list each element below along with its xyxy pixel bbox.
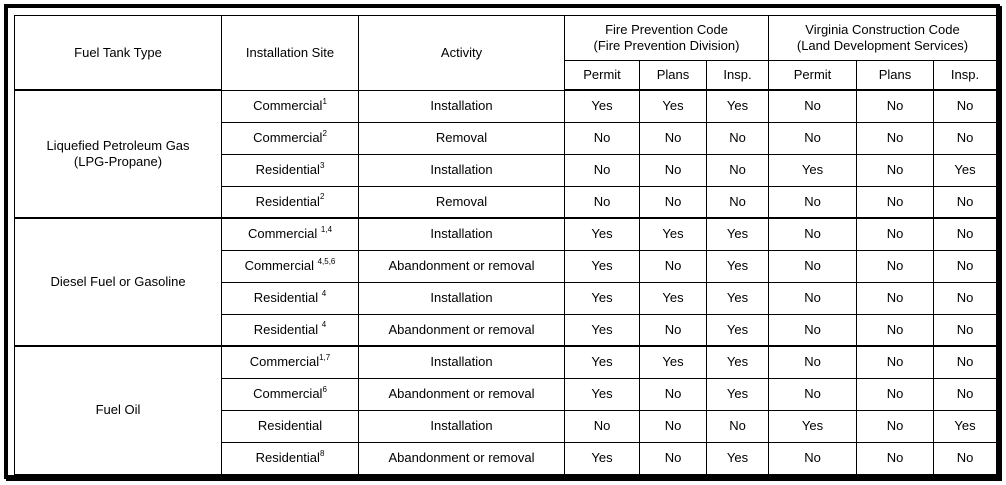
fuel-tank-type-line2: (LPG-Propane) bbox=[73, 154, 163, 169]
header-fire-line1: Fire Prevention Code bbox=[605, 22, 728, 37]
header-fire-prevention-code bbox=[565, 16, 769, 61]
footnote-ref: 3 bbox=[319, 160, 325, 170]
va-insp-cell: No bbox=[934, 442, 997, 474]
footnote-ref: 4,5,6 bbox=[317, 256, 336, 266]
header-va-insp: Insp. bbox=[934, 61, 997, 91]
fire-plans-cell: Yes bbox=[640, 346, 707, 378]
installation-site-text: Commercial bbox=[244, 258, 318, 273]
fire-plans-cell: No bbox=[640, 410, 707, 442]
va-permit-cell: No bbox=[769, 442, 857, 474]
fuel-tank-type-cell bbox=[15, 90, 222, 218]
footnote-ref: 2 bbox=[319, 192, 325, 202]
va-plans-cell: No bbox=[857, 186, 934, 218]
fire-plans-cell: No bbox=[640, 122, 707, 154]
installation-site-cell bbox=[222, 154, 359, 186]
header-va-line1: Virginia Construction Code bbox=[805, 22, 960, 37]
installation-site-cell bbox=[222, 442, 359, 474]
va-permit-cell: No bbox=[769, 314, 857, 346]
va-plans-cell: No bbox=[857, 90, 934, 122]
installation-site-text: Residential bbox=[253, 290, 322, 305]
va-insp-cell: No bbox=[934, 314, 997, 346]
fire-permit-cell: Yes bbox=[565, 378, 640, 410]
installation-site-cell bbox=[222, 186, 359, 218]
installation-site-cell bbox=[222, 90, 359, 122]
va-plans-cell: No bbox=[857, 410, 934, 442]
va-plans-cell: No bbox=[857, 250, 934, 282]
va-insp-cell: No bbox=[934, 122, 997, 154]
va-plans-cell: No bbox=[857, 122, 934, 154]
activity-cell: Removal bbox=[359, 122, 565, 154]
activity-cell: Removal bbox=[359, 186, 565, 218]
header-fuel-tank-type: Fuel Tank Type bbox=[15, 16, 222, 91]
fire-insp-cell: Yes bbox=[707, 346, 769, 378]
fire-permit-cell: Yes bbox=[565, 282, 640, 314]
activity-cell: Installation bbox=[359, 154, 565, 186]
fire-permit-cell: No bbox=[565, 122, 640, 154]
activity-cell: Installation bbox=[359, 282, 565, 314]
installation-site-text: Commercial bbox=[253, 98, 323, 113]
fuel-tank-type-line1: Liquefied Petroleum Gas bbox=[46, 138, 190, 153]
installation-site-cell bbox=[222, 122, 359, 154]
activity-cell: Installation bbox=[359, 346, 565, 378]
fire-insp-cell: Yes bbox=[707, 218, 769, 250]
installation-site-cell bbox=[222, 314, 359, 346]
va-plans-cell: No bbox=[857, 378, 934, 410]
va-insp-cell: Yes bbox=[934, 154, 997, 186]
fire-plans-cell: Yes bbox=[640, 218, 707, 250]
fire-permit-cell: No bbox=[565, 410, 640, 442]
va-plans-cell: No bbox=[857, 346, 934, 378]
va-insp-cell: No bbox=[934, 250, 997, 282]
va-plans-cell: No bbox=[857, 154, 934, 186]
va-permit-cell: No bbox=[769, 282, 857, 314]
fire-plans-cell: No bbox=[640, 378, 707, 410]
activity-cell: Abandonment or removal bbox=[359, 378, 565, 410]
va-plans-cell: No bbox=[857, 218, 934, 250]
fire-permit-cell: Yes bbox=[565, 218, 640, 250]
fire-insp-cell: Yes bbox=[707, 90, 769, 122]
va-permit-cell: No bbox=[769, 250, 857, 282]
va-insp-cell: Yes bbox=[934, 410, 997, 442]
va-plans-cell: No bbox=[857, 442, 934, 474]
fire-plans-cell: No bbox=[640, 250, 707, 282]
installation-site-cell bbox=[222, 346, 359, 378]
activity-cell: Abandonment or removal bbox=[359, 314, 565, 346]
fire-permit-cell: Yes bbox=[565, 314, 640, 346]
installation-site-text: Residential bbox=[255, 162, 320, 177]
footnote-ref: 1 bbox=[322, 96, 327, 106]
footnote-ref: 4 bbox=[321, 288, 327, 298]
header-fire-plans: Plans bbox=[640, 61, 707, 91]
installation-site-text: Commercial bbox=[249, 354, 320, 370]
footnote-ref: 4 bbox=[321, 320, 327, 330]
header-activity: Activity bbox=[359, 16, 565, 91]
fuel-tank-type-line1: Fuel Oil bbox=[95, 402, 141, 418]
header-installation-site: Installation Site bbox=[222, 16, 359, 91]
fuel-tank-permit-table bbox=[14, 15, 997, 475]
installation-site-text: Residential bbox=[253, 321, 322, 337]
fire-plans-cell: No bbox=[640, 186, 707, 218]
installation-site-text: Residential bbox=[255, 450, 320, 465]
header-fire-line2: (Fire Prevention Division) bbox=[593, 38, 740, 53]
va-plans-cell: No bbox=[857, 314, 934, 346]
va-permit-cell: Yes bbox=[769, 410, 857, 442]
activity-cell: Installation bbox=[359, 90, 565, 122]
fire-insp-cell: No bbox=[707, 186, 769, 218]
va-insp-cell: No bbox=[934, 346, 997, 378]
fuel-tank-type-cell bbox=[15, 218, 222, 346]
header-va-plans: Plans bbox=[857, 61, 934, 91]
va-permit-cell: No bbox=[769, 218, 857, 250]
installation-site-text: Residential bbox=[255, 193, 320, 209]
installation-site-cell bbox=[222, 378, 359, 410]
va-insp-cell: No bbox=[934, 282, 997, 314]
va-insp-cell: No bbox=[934, 378, 997, 410]
fire-permit-cell: Yes bbox=[565, 442, 640, 474]
activity-cell: Installation bbox=[359, 218, 565, 250]
fire-plans-cell: Yes bbox=[640, 90, 707, 122]
va-permit-cell: No bbox=[769, 186, 857, 218]
fire-plans-cell: Yes bbox=[640, 282, 707, 314]
va-plans-cell: No bbox=[857, 282, 934, 314]
va-permit-cell: No bbox=[769, 346, 857, 378]
header-va-line2: (Land Development Services) bbox=[796, 38, 969, 53]
fire-insp-cell: Yes bbox=[707, 314, 769, 346]
fire-permit-cell: Yes bbox=[565, 346, 640, 378]
va-permit-cell: Yes bbox=[769, 154, 857, 186]
fire-permit-cell: Yes bbox=[565, 90, 640, 122]
footnote-ref: 1,4 bbox=[320, 224, 333, 234]
installation-site-cell bbox=[222, 410, 359, 442]
fire-plans-cell: No bbox=[640, 314, 707, 346]
fire-insp-cell: No bbox=[707, 410, 769, 442]
activity-cell: Abandonment or removal bbox=[359, 442, 565, 474]
footnote-ref: 8 bbox=[319, 448, 325, 458]
va-permit-cell: No bbox=[769, 122, 857, 154]
installation-site-cell bbox=[222, 282, 359, 314]
installation-site-text: Commercial bbox=[253, 386, 323, 401]
va-insp-cell: No bbox=[934, 186, 997, 218]
header-fire-permit: Permit bbox=[565, 61, 640, 91]
table-frame bbox=[4, 4, 1000, 479]
installation-site-cell bbox=[222, 218, 359, 250]
fire-permit-cell: No bbox=[565, 154, 640, 186]
fuel-tank-type-cell bbox=[15, 346, 222, 474]
fire-permit-cell: No bbox=[565, 186, 640, 218]
footnote-ref: 1,7 bbox=[319, 352, 331, 362]
fire-plans-cell: No bbox=[640, 442, 707, 474]
installation-site-text: Commercial bbox=[253, 130, 323, 145]
table-body bbox=[15, 90, 997, 474]
fire-insp-cell: No bbox=[707, 154, 769, 186]
installation-site-text: Commercial bbox=[247, 226, 321, 242]
header-fire-insp: Insp. bbox=[707, 61, 769, 91]
fuel-tank-type-line1: Diesel Fuel or Gasoline bbox=[50, 274, 186, 289]
footnote-ref: 2 bbox=[322, 128, 327, 138]
va-insp-cell: No bbox=[934, 90, 997, 122]
activity-cell: Installation bbox=[359, 410, 565, 442]
footnote-ref: 6 bbox=[322, 384, 327, 394]
va-permit-cell: No bbox=[769, 378, 857, 410]
table-row bbox=[15, 346, 997, 378]
va-permit-cell: No bbox=[769, 90, 857, 122]
installation-site-cell bbox=[222, 250, 359, 282]
table-row bbox=[15, 218, 997, 250]
fire-plans-cell: No bbox=[640, 154, 707, 186]
header-virginia-construction-code bbox=[769, 16, 997, 61]
fire-insp-cell: Yes bbox=[707, 250, 769, 282]
fire-insp-cell: No bbox=[707, 122, 769, 154]
fire-insp-cell: Yes bbox=[707, 378, 769, 410]
va-insp-cell: No bbox=[934, 218, 997, 250]
fire-insp-cell: Yes bbox=[707, 442, 769, 474]
fire-permit-cell: Yes bbox=[565, 250, 640, 282]
header-va-permit: Permit bbox=[769, 61, 857, 91]
activity-cell: Abandonment or removal bbox=[359, 250, 565, 282]
fire-insp-cell: Yes bbox=[707, 282, 769, 314]
installation-site-text: Residential bbox=[257, 418, 323, 433]
table-row bbox=[15, 90, 997, 122]
